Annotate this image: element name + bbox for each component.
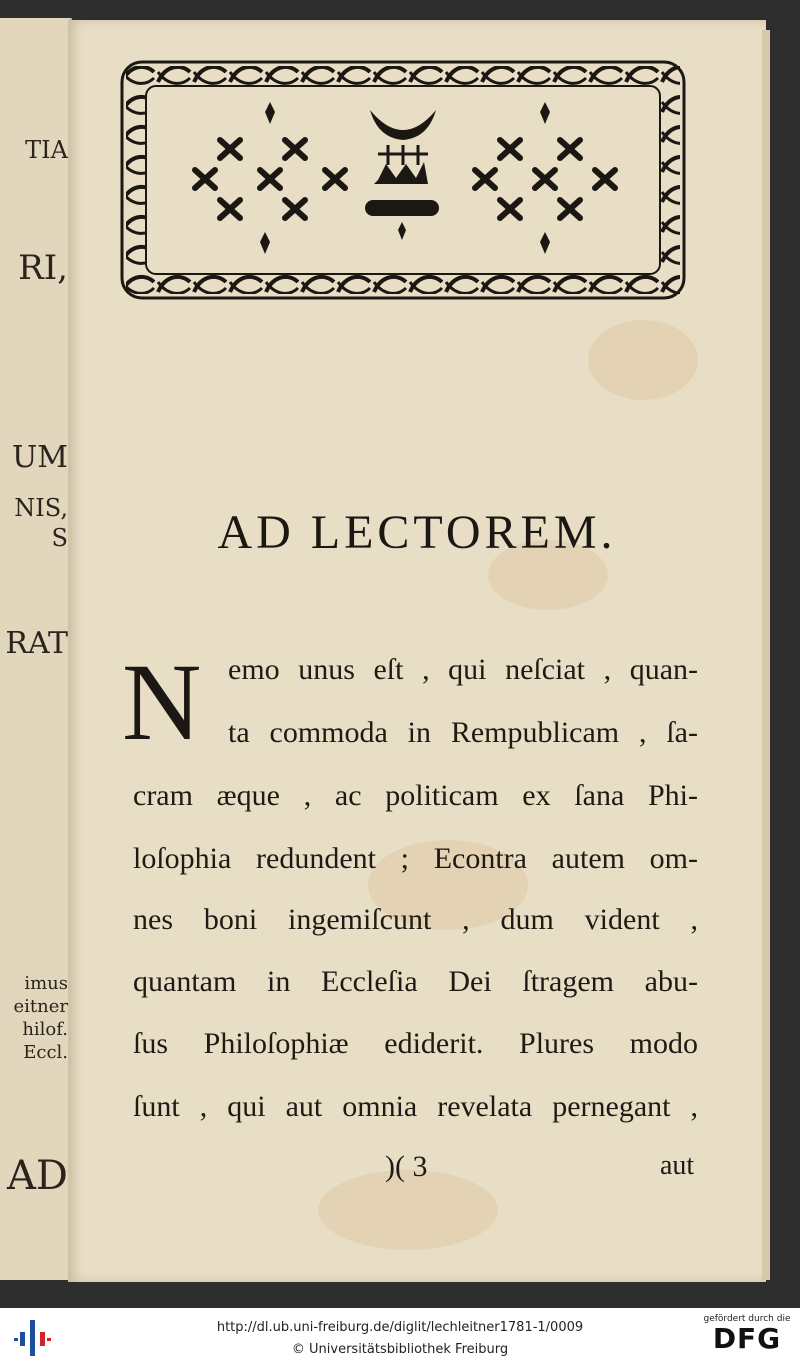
left-page [0, 18, 72, 1280]
dfg-logo [702, 1314, 792, 1360]
dfg-logo-text: DFG [712, 1322, 782, 1355]
ornament-frame-icon [120, 60, 686, 300]
left-fragment: RAT [5, 626, 68, 661]
funder-note: gefördert durch die [703, 1314, 791, 1324]
copyright-text: © Universitätsbibliothek Freiburg [291, 1342, 509, 1357]
text-line: quantam in Eccleſia Dei ſtragem abu- [133, 965, 698, 998]
text-line: ta commoda in Rempublicam , ſa- [228, 716, 698, 749]
text-line: cram æque , ac politicam ex ſana Phi- [133, 779, 698, 812]
left-fragment: imus [24, 973, 68, 994]
text-line: nes boni ingemiſcunt , dum vident , [133, 903, 698, 936]
left-fragment: UM [11, 440, 68, 475]
left-fragment: hilof. [22, 1019, 68, 1040]
source-url-link[interactable]: http://dl.ub.uni-freiburg.de/diglit/lechleitner1781-1/0009 [216, 1320, 584, 1335]
drop-cap: N [122, 641, 202, 763]
text-line: emo unus eſt , qui neſciat , quan- [228, 653, 698, 686]
page-title: AD LECTOREM. [217, 506, 617, 559]
left-fragment: NIS, [14, 494, 68, 522]
text-line: ſus Philoſophiæ ediderit. Plures modo [133, 1027, 698, 1060]
left-fragment: eitner [13, 996, 68, 1017]
footer [0, 1308, 800, 1365]
left-fragment: TIA [25, 136, 68, 164]
catchword: aut [660, 1150, 695, 1181]
left-fragment: AD [7, 1153, 68, 1199]
text-line: ſunt , qui aut omnia revelata pernegant , [133, 1090, 698, 1123]
signature-mark: )( 3 [385, 1150, 428, 1183]
page-edge [762, 30, 770, 1280]
left-fragment: Eccl. [23, 1042, 68, 1063]
left-fragment: RI, [18, 248, 68, 288]
left-fragment: S [51, 524, 68, 552]
text-line: loſophia redundent ; Econtra autem om- [133, 842, 698, 875]
